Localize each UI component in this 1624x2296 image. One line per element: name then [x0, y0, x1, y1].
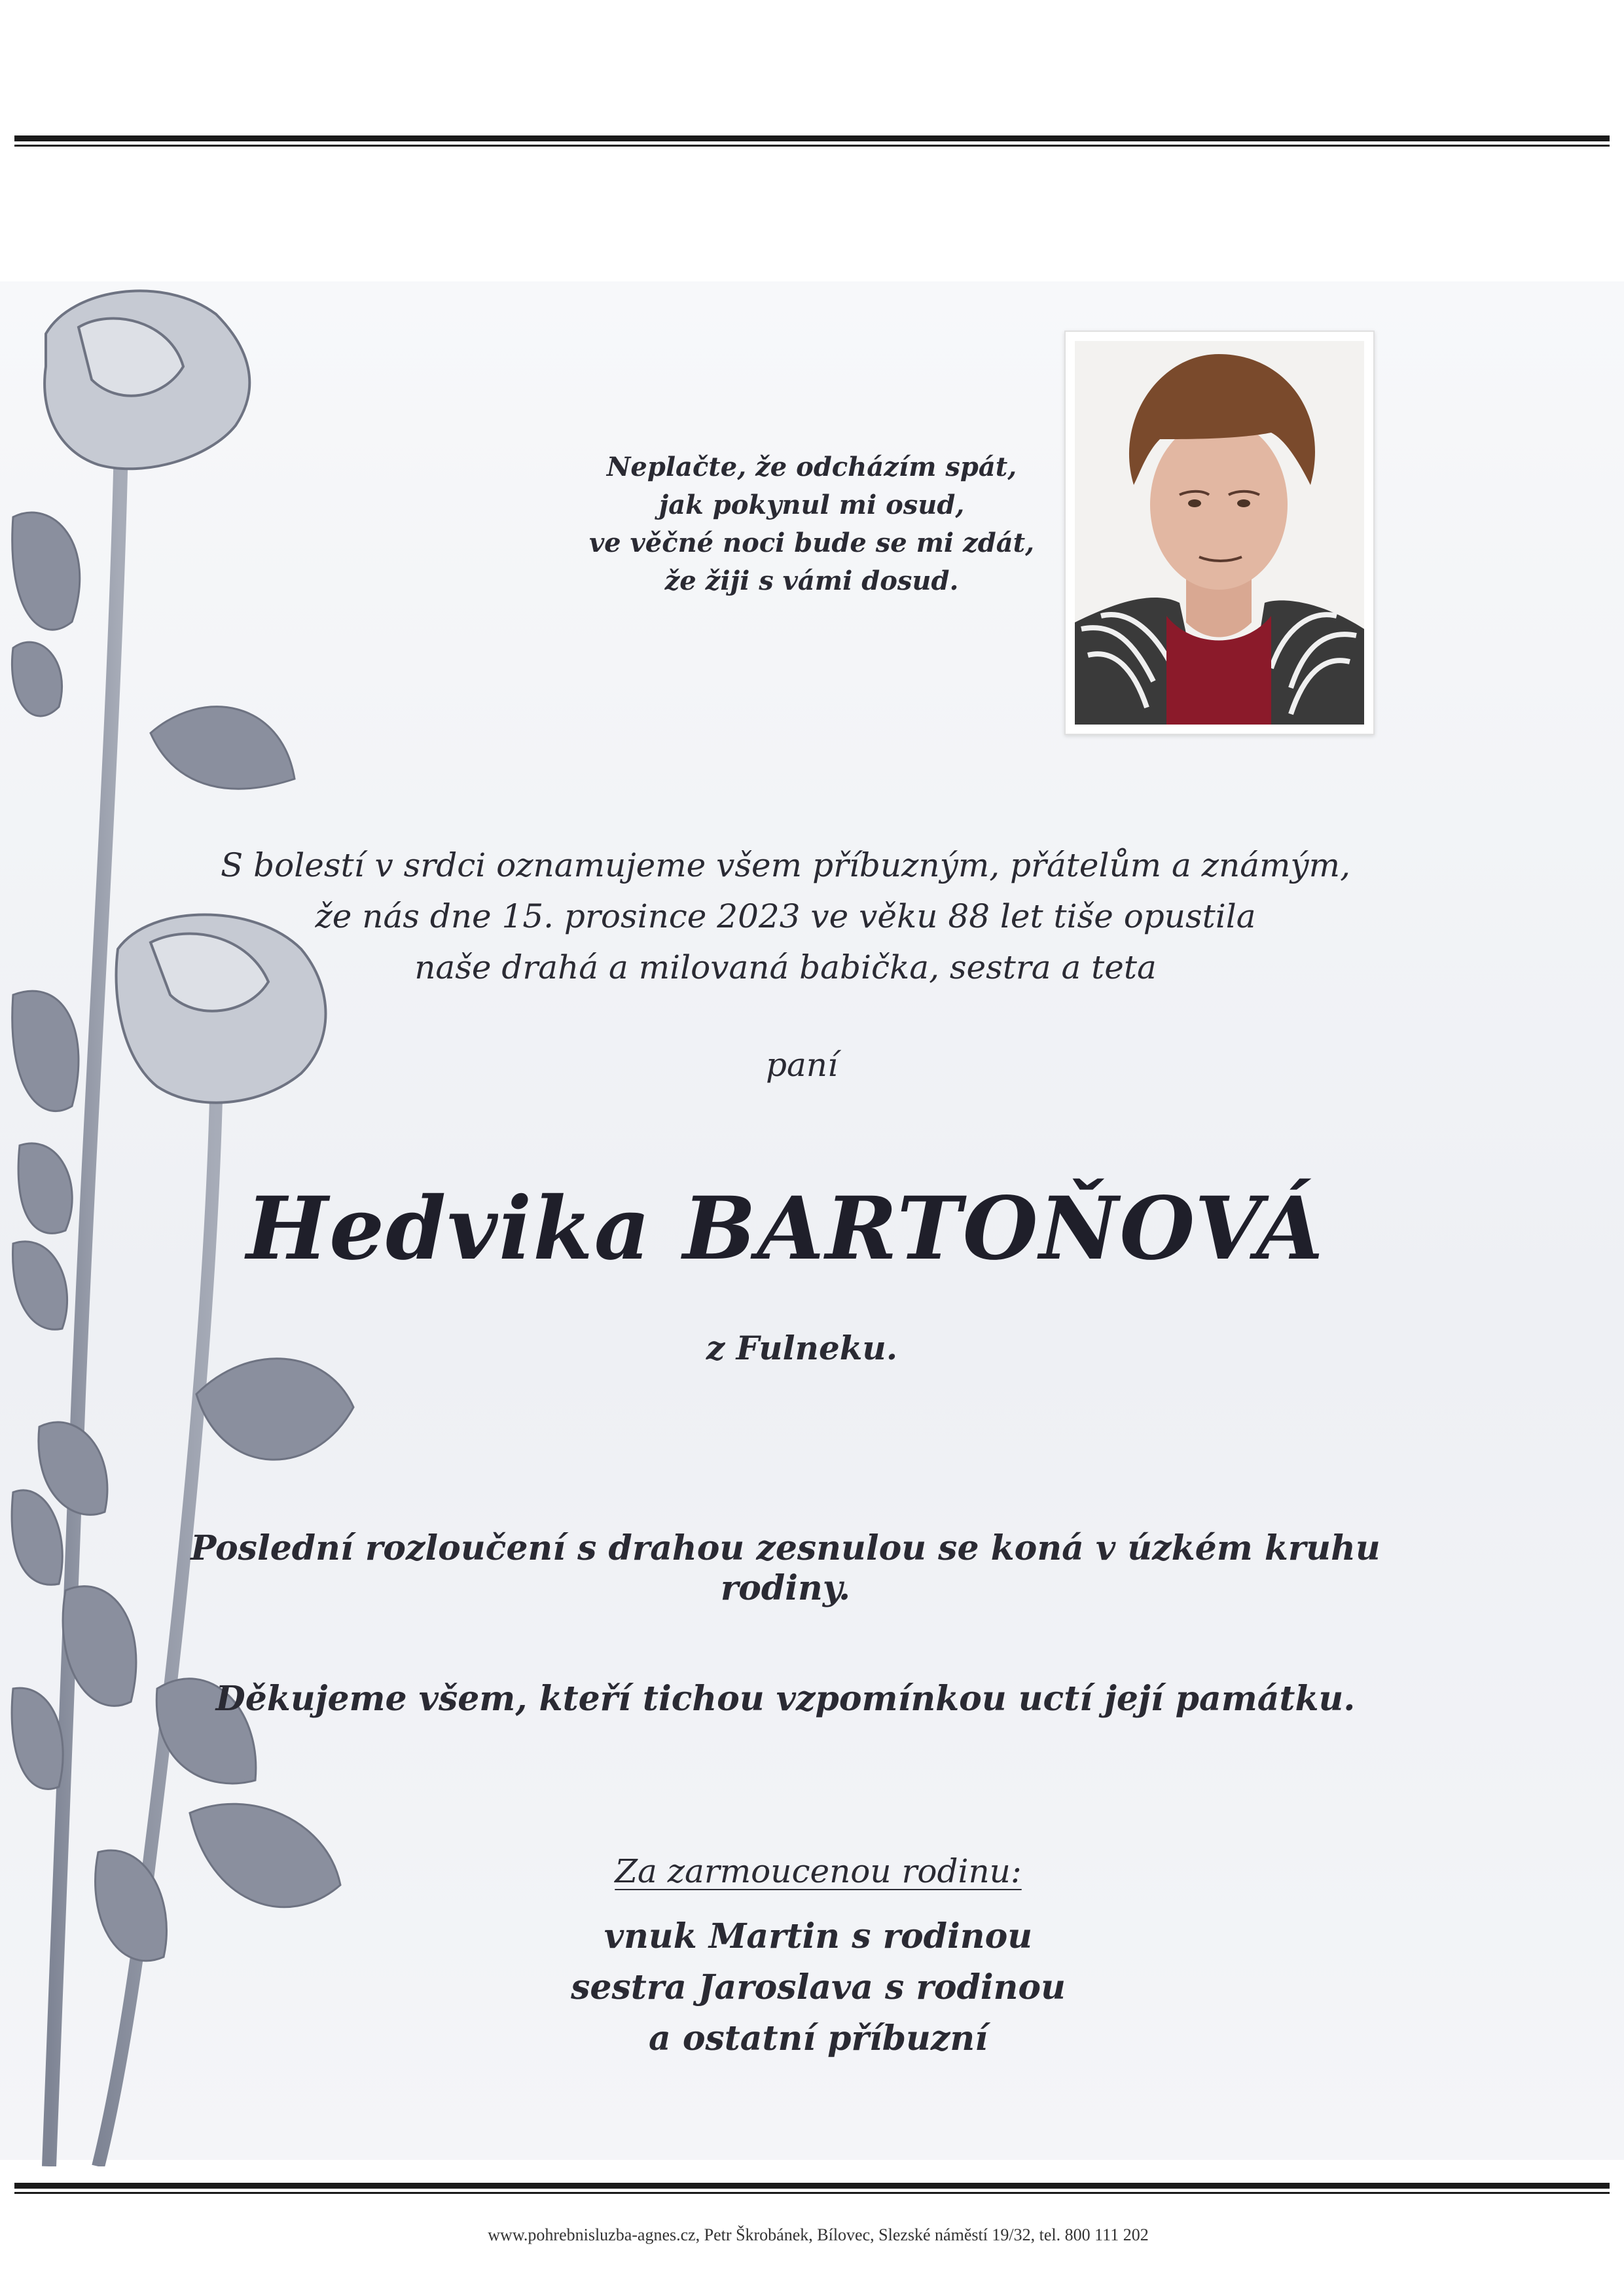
hometown: z Fulneku. [706, 1329, 898, 1367]
bottom-rule [14, 2183, 1610, 2194]
family-member: a ostatní příbuzní [649, 2018, 988, 2058]
announcement-line: že nás dne 15. prosince 2023 ve věku 88 let tiše opustila [315, 897, 1256, 935]
deceased-name: Hedvika BARTOŇOVÁ [246, 1178, 1325, 1280]
family-heading [524, 1852, 1113, 1890]
portrait-photo [1064, 331, 1375, 735]
honorific: paní [765, 1046, 838, 1084]
poem-line: že žiji s vámi dosud. [664, 565, 959, 596]
announcement-line: S bolestí v srdci oznamujeme všem příbuzným, přátelům a známým, [221, 846, 1350, 884]
footer-contact: www.pohrebnisluzba-agnes.cz, Petr Škrobánek, Bílovec, Slezské náměstí 19/32, tel. 800 111 202 [488, 2225, 1149, 2244]
farewell-note: Poslední rozloučení s drahou zesnulou se koná v úzkém kruhu rodiny. [190, 1528, 1380, 1608]
announcement-line: naše drahá a milovaná babička, sestra a teta [414, 948, 1157, 986]
family-heading-text: Za zarmoucenou rodinu: [615, 1852, 1022, 1890]
poem [576, 448, 1047, 600]
family-member: vnuk Martin s rodinou [604, 1916, 1033, 1956]
family-list [458, 1911, 1178, 2064]
poem-line: Neplačte, že odcházím spát, [606, 452, 1017, 482]
poem-line: ve věčné noci bude se mi zdát, [588, 528, 1035, 558]
poem-line: jak pokynul mi osud, [659, 490, 965, 520]
announcement [196, 840, 1375, 993]
top-rule [14, 135, 1610, 147]
thanks-note: Děkujeme všem, kteří tichou vzpomínkou uctí její památku. [215, 1679, 1356, 1719]
family-member: sestra Jaroslava s rodinou [571, 1967, 1066, 2007]
